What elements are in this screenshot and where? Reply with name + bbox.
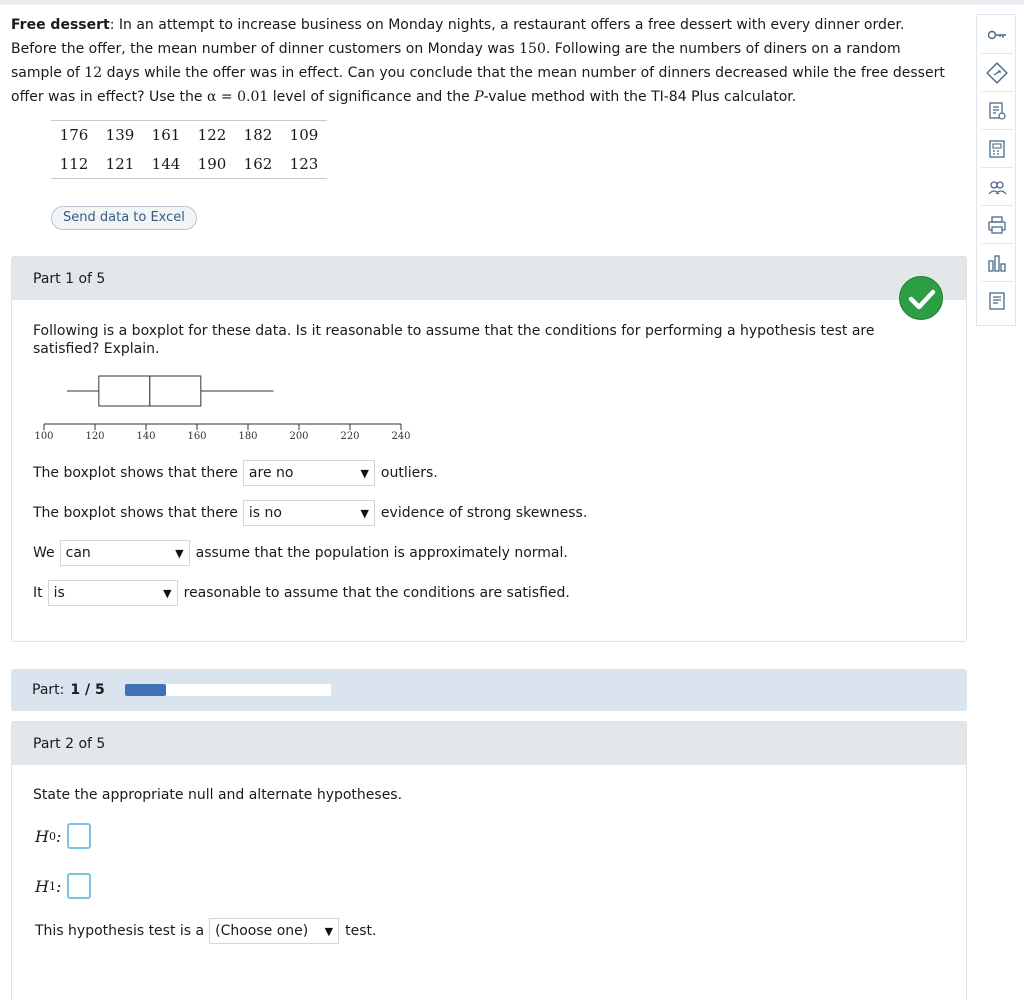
sentence-text: outliers.: [380, 465, 438, 481]
progress-value: 1 / 5: [70, 682, 105, 698]
h1-subscript: 1: [48, 879, 56, 893]
sidebar-divider: [981, 53, 1013, 54]
sidebar-divider: [981, 91, 1013, 92]
table-cell: 123: [281, 150, 327, 179]
table-cell: 112: [51, 150, 97, 179]
dropdown-value: is: [53, 585, 65, 601]
problem-text-3: days while the offer was in effect. Can you conclude that the mean number of dinners decreased while the free dessert offer was in effect? Use the: [11, 65, 945, 105]
problem-statement: [11, 13, 951, 109]
sentence-text: We: [33, 545, 55, 561]
conditions-dropdown[interactable]: [48, 580, 178, 606]
problem-p-label: P: [474, 89, 484, 105]
sidebar-divider: [981, 281, 1013, 282]
sentence-text: The boxplot shows that there: [33, 505, 238, 521]
skewness-dropdown[interactable]: [243, 500, 375, 526]
sentence-test-type: [35, 918, 376, 944]
sentence-skewness: [33, 500, 587, 526]
outliers-dropdown[interactable]: [243, 460, 375, 486]
problem-text-5: -value method with the TI-84 Plus calculator.: [483, 89, 797, 105]
problem-title: Free dessert: [11, 17, 110, 33]
h0-answer-box[interactable]: [67, 823, 91, 849]
table-cell: 176: [51, 121, 97, 150]
problem-n: 12: [84, 65, 103, 81]
sentence-text: The boxplot shows that there: [33, 465, 238, 481]
dropdown-arrow-icon: ▼: [163, 586, 172, 600]
h1-colon: :: [55, 876, 62, 896]
table-cell: 162: [235, 150, 281, 179]
part-2-card: [11, 721, 967, 1000]
sidebar-divider: [981, 129, 1013, 130]
notes-icon[interactable]: [985, 289, 1009, 313]
table-cell: 139: [97, 121, 143, 150]
alternate-hypothesis: [35, 871, 91, 901]
sentence-text: assume that the population is approximately normal.: [195, 545, 568, 561]
part-1-question: Following is a boxplot for these data. Is it reasonable to assume that the conditions for performing a hypothesis test are satisfied? Explain.: [33, 323, 875, 357]
part-1-header: Part 1 of 5: [12, 257, 966, 300]
dropdown-value: can: [65, 545, 91, 561]
problem-mean: 150.: [519, 41, 551, 57]
dropdown-arrow-icon: ▼: [175, 546, 184, 560]
key-icon[interactable]: [985, 23, 1009, 47]
part-2-header: Part 2 of 5: [12, 722, 966, 765]
part-progress: [11, 669, 967, 711]
part-2-question: State the appropriate null and alternate hypotheses.: [33, 787, 403, 803]
h1-answer-box[interactable]: [67, 873, 91, 899]
help-people-icon[interactable]: [985, 175, 1009, 199]
bar-chart-icon[interactable]: [985, 251, 1009, 275]
send-to-excel-button[interactable]: Send data to Excel: [51, 206, 197, 230]
sidebar-divider: [981, 167, 1013, 168]
boxplot-box-lower: [99, 376, 150, 406]
test-type-dropdown[interactable]: [209, 918, 339, 944]
boxplot-tick-label: 120: [85, 431, 105, 442]
sentence-normality: [33, 540, 568, 566]
dropdown-value: is no: [248, 505, 282, 521]
sentence-text: test.: [345, 923, 377, 939]
table-cell: 122: [189, 121, 235, 150]
problem-alpha: α = 0.01: [207, 89, 269, 105]
boxplot-tick-label: 100: [34, 431, 54, 442]
progress-label: Part:: [32, 682, 65, 698]
problem-text-4: level of significance and the: [268, 89, 475, 105]
boxplot-box-upper: [150, 376, 201, 406]
progress-track: [125, 684, 331, 696]
boxplot-tick-label: 240: [391, 431, 411, 442]
dropdown-arrow-icon: ▼: [360, 466, 369, 480]
table-row: [51, 150, 327, 179]
sentence-text: This hypothesis test is a: [35, 923, 205, 939]
dropdown-value: are no: [248, 465, 294, 481]
boxplot-tick-label: 220: [340, 431, 360, 442]
normality-dropdown[interactable]: [60, 540, 190, 566]
boxplot-tick-label: 140: [136, 431, 156, 442]
checklist-icon[interactable]: [985, 99, 1009, 123]
h1-label: H: [35, 876, 49, 896]
compass-icon[interactable]: [985, 61, 1009, 85]
calculator-icon[interactable]: [985, 137, 1009, 161]
table-cell: 190: [189, 150, 235, 179]
problem-text-2: Following are the numbers of diners on a random sample of: [11, 41, 901, 81]
tools-sidebar: [976, 14, 1016, 326]
table-cell: 109: [281, 121, 327, 150]
sidebar-divider: [981, 243, 1013, 244]
print-icon[interactable]: [985, 213, 1009, 237]
boxplot-chart: [30, 370, 420, 446]
data-table: [51, 120, 327, 179]
sidebar-divider: [981, 205, 1013, 206]
table-cell: 161: [143, 121, 189, 150]
top-strip: [0, 0, 1024, 5]
boxplot-tick-label: 200: [289, 431, 309, 442]
dropdown-arrow-icon: ▼: [360, 506, 369, 520]
boxplot-tick-label: 160: [187, 431, 207, 442]
problem-text-1: : In an attempt to increase business on Monday nights, a restaurant offers a free dessert with every dinner order. Before the offer, the mean number of dinner customers on Monday was: [11, 17, 905, 57]
dropdown-value: (Choose one): [215, 923, 309, 939]
null-hypothesis: [35, 821, 91, 851]
progress-fill: [125, 684, 166, 696]
dropdown-arrow-icon: ▼: [324, 924, 334, 938]
h0-colon: :: [55, 826, 62, 846]
sentence-outliers: [33, 460, 438, 486]
h0-label: H: [35, 826, 49, 846]
correct-check-icon: [899, 276, 943, 320]
table-cell: 144: [143, 150, 189, 179]
h0-subscript: 0: [48, 829, 56, 843]
sentence-text: evidence of strong skewness.: [380, 505, 588, 521]
sentence-text: It: [33, 585, 43, 601]
table-cell: 121: [97, 150, 143, 179]
sentence-text: reasonable to assume that the conditions are satisfied.: [183, 585, 570, 601]
table-cell: 182: [235, 121, 281, 150]
boxplot-tick-label: 180: [238, 431, 258, 442]
sentence-conditions: [33, 580, 570, 606]
table-row: [51, 121, 327, 150]
boxplot-ticks: [34, 424, 410, 442]
